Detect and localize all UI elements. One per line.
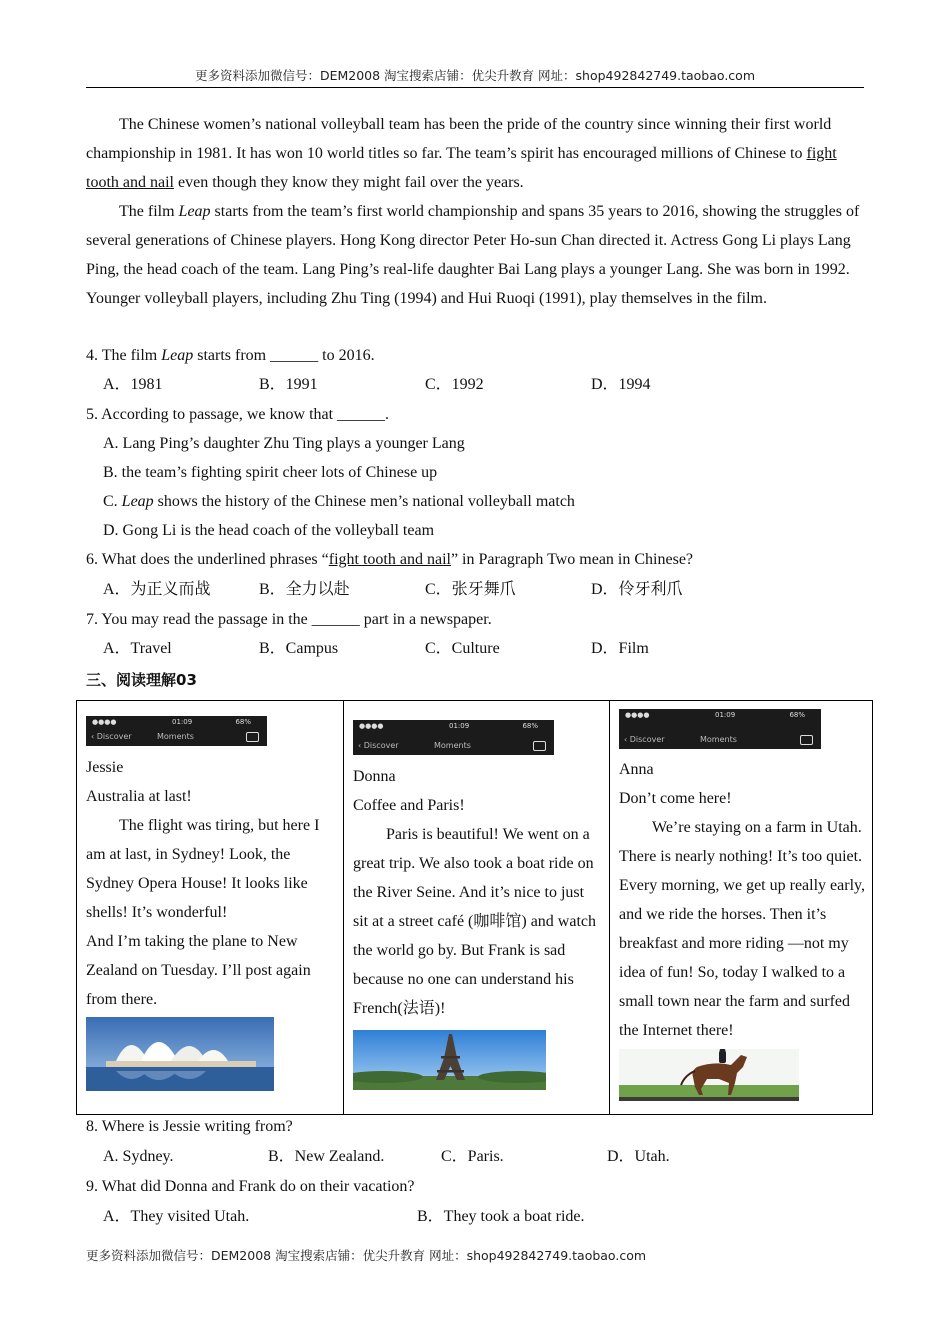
post-text	[86, 753, 336, 1014]
option-c[interactable]: C．Culture	[425, 640, 500, 657]
option-d[interactable]: D. Gong Li is the head coach of the volleyball team	[103, 522, 435, 539]
option-text: shows the history of the Chinese men’s national volleyball match	[153, 493, 575, 510]
post-donna	[343, 701, 609, 1114]
posts-table	[76, 700, 873, 1115]
post-body: We’re staying on a farm in Utah. There is nearly nothing! It’s too quiet. Every morning, we get up really early, and we ride the horses. Then it’s breakfast and more riding —not my idea of fun! So, today I walked to a small town near the farm and surfed the Internet there!	[619, 819, 865, 1039]
moments-title: Moments	[157, 732, 194, 741]
post-jessie	[77, 701, 343, 1114]
phone-header	[619, 709, 821, 749]
post-body: Paris is beautiful! We went on a great trip. We also took a boat ride on the River Seine. And it’s nice to just sit at a street café (咖啡馆) and watch the world go by. But Frank is sad because no one can understand his French(法语)!	[353, 826, 597, 1017]
passage-paragraph-2	[86, 197, 866, 313]
option-a[interactable]: A．1981	[103, 376, 163, 393]
reading-passage	[86, 110, 866, 313]
post-title: Australia at last!	[86, 788, 192, 805]
film-title: Leap	[121, 493, 154, 510]
passage-paragraph-1	[86, 110, 866, 197]
passage-text: The Chinese women’s national volleyball team has been the pride of the country since winning their first world championship in 1981. It has won 10 world titles so far. The team’s spirit has encouraged millions of Chinese to	[86, 116, 832, 162]
option-a[interactable]: A. Sydney.	[103, 1148, 174, 1165]
passage-text: The film	[119, 203, 179, 220]
question-8-stem: 8. Where is Jessie writing from?	[86, 1118, 293, 1135]
post-extra: And I’m taking the plane to New Zealand on Tuesday. I’ll post again from there.	[86, 933, 311, 1008]
question-7-stem: 7. You may read the passage in the ______ part in a newspaper.	[86, 611, 492, 628]
question-4-stem	[86, 341, 876, 370]
camera-icon[interactable]	[533, 741, 546, 751]
back-discover-link[interactable]: ‹ Discover	[358, 741, 399, 750]
option-c[interactable]: C．1992	[425, 376, 484, 393]
phone-header	[353, 720, 554, 755]
underlined-phrase: fight tooth and nail	[86, 145, 837, 191]
status-bar	[92, 718, 261, 726]
option-text: C.	[103, 493, 122, 510]
back-discover-link[interactable]: ‹ Discover	[91, 732, 132, 741]
option-b[interactable]: B．New Zealand.	[268, 1148, 385, 1165]
post-author: Donna	[353, 768, 396, 785]
option-a[interactable]: A. Lang Ping’s daughter Zhu Ting plays a younger Lang	[103, 435, 465, 452]
option-a[interactable]: A．为正义而战	[103, 581, 211, 598]
question-text: starts from ______ to 2016.	[193, 347, 375, 364]
battery-level: 68%	[789, 711, 805, 719]
option-d[interactable]: D．Utah.	[607, 1148, 670, 1165]
moments-title: Moments	[700, 735, 737, 744]
post-title: Coffee and Paris!	[353, 797, 465, 814]
sydney-opera-house-photo	[86, 1017, 274, 1091]
post-text	[353, 762, 603, 1023]
horse-riding-photo	[619, 1049, 799, 1101]
post-author: Jessie	[86, 759, 124, 776]
question-9-stem: 9. What did Donna and Frank do on their vacation?	[86, 1178, 415, 1195]
signal-icon: ●●●●	[625, 711, 650, 719]
passage-text: even though they know they might fail over the years.	[173, 174, 524, 191]
film-title: Leap	[161, 347, 194, 364]
battery-level: 68%	[235, 718, 251, 726]
nav-bar	[624, 735, 813, 745]
signal-icon: ●●●●	[359, 722, 384, 730]
section-title: 三、阅读理解03	[86, 671, 197, 689]
status-bar	[359, 722, 548, 730]
post-title: Don’t come here!	[619, 790, 732, 807]
page-header: 更多资料添加微信号：DEM2008 淘宝搜索店铺：优尖升教育 网址：shop492842749.taobao.com	[86, 66, 864, 88]
question-5-stem: 5. According to passage, we know that ______.	[86, 406, 390, 423]
option-b[interactable]: B．Campus	[259, 640, 339, 657]
underlined-phrase: fight tooth and nail	[328, 551, 451, 568]
option-c[interactable]: C．Paris.	[441, 1148, 504, 1165]
option-b[interactable]: B．1991	[259, 376, 318, 393]
option-d[interactable]: D．Film	[591, 640, 649, 657]
film-title: Leap	[178, 203, 211, 220]
camera-icon[interactable]	[800, 735, 813, 745]
clock: 01:09	[172, 718, 193, 726]
phone-header	[86, 716, 267, 746]
nav-bar	[91, 732, 259, 742]
question-6-stem	[86, 545, 876, 574]
post-anna	[609, 701, 874, 1114]
post-body: The flight was tiring, but here I am at last, in Sydney! Look, the Sydney Opera House! It looks like shells! It’s wonderful!	[86, 817, 320, 921]
option-b[interactable]: B．全力以赴	[259, 581, 350, 598]
page-footer: 更多资料添加微信号：DEM2008 淘宝搜索店铺：优尖升教育 网址：shop492842749.taobao.com	[86, 1248, 647, 1263]
moments-title: Moments	[434, 741, 471, 750]
option-a[interactable]: A．Travel	[103, 640, 172, 657]
back-discover-link[interactable]: ‹ Discover	[624, 735, 665, 744]
status-bar	[625, 711, 815, 719]
option-c[interactable]	[103, 487, 575, 516]
option-b[interactable]: B. the team’s fighting spirit cheer lots of Chinese up	[103, 464, 438, 481]
signal-icon: ●●●●	[92, 718, 117, 726]
option-b[interactable]: B．They took a boat ride.	[417, 1208, 585, 1225]
eiffel-tower-photo	[353, 1030, 546, 1090]
question-text: ” in Paragraph Two mean in Chinese?	[450, 551, 694, 568]
camera-icon[interactable]	[246, 732, 259, 742]
option-d[interactable]: D．1994	[591, 376, 651, 393]
option-c[interactable]: C．张牙舞爪	[425, 581, 516, 598]
clock: 01:09	[715, 711, 736, 719]
question-text: 6. What does the underlined phrases “	[86, 551, 329, 568]
question-text: 4. The film	[86, 347, 162, 364]
clock: 01:09	[449, 722, 470, 730]
nav-bar	[358, 741, 546, 751]
passage-text: starts from the team’s first world championship and spans 35 years to 2016, showing the struggles of several generations of Chinese players. Hong Kong director Peter Ho-sun Chan directed it. Actress Gong Li plays Lang Ping, the head coach of the team. Lang Ping’s real-life daughter Bai Lang plays a younger Lang. She was born in 1992. Younger volleyball players, including Zhu Ting (1994) and Hui Ruoqi (1991), play themselves in the film.	[86, 203, 860, 307]
battery-level: 68%	[522, 722, 538, 730]
post-text	[619, 755, 869, 1045]
post-author: Anna	[619, 761, 654, 778]
option-a[interactable]: A．They visited Utah.	[103, 1208, 250, 1225]
option-d[interactable]: D．伶牙利爪	[591, 581, 683, 598]
